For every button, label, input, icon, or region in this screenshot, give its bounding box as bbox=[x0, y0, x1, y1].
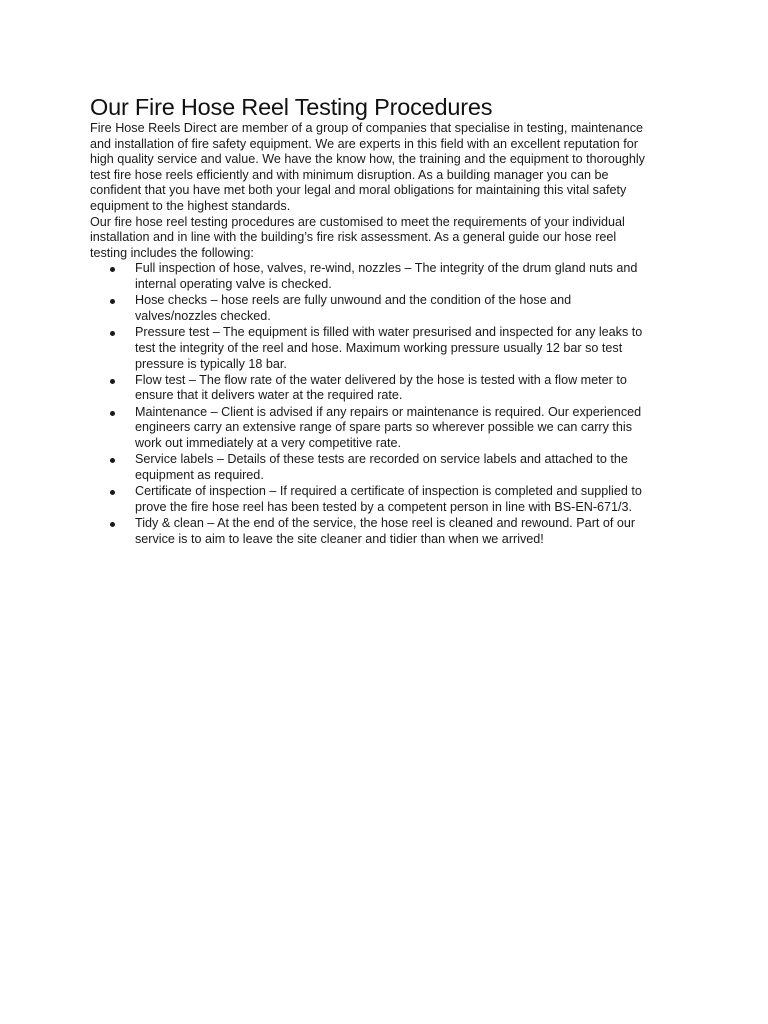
list-item-text: Tidy & clean – At the end of the service, the hose reel is cleaned and rewound. Part of our service is to aim to leave the site cleaner and tidier than when we arrived! bbox=[135, 516, 636, 547]
bullet-icon bbox=[110, 411, 115, 416]
list-item-text: Flow test – The flow rate of the water delivered by the hose is tested with a flow meter to ensure that it delivers water at the required rate. bbox=[135, 372, 627, 403]
list-item bbox=[90, 293, 690, 324]
bullet-icon bbox=[110, 331, 115, 336]
list-item-text: Hose checks – hose reels are fully unwound and the condition of the hose and valves/nozzles checked. bbox=[135, 293, 572, 323]
list-item-text: Pressure test – The equipment is filled with water presurised and inspected for any leaks to test the integrity of the reel and hose. Maximum working pressure usually 12 bar so test pressure is typically 18 bar. bbox=[135, 325, 643, 371]
bullet-icon bbox=[110, 458, 115, 463]
list-item bbox=[90, 261, 690, 292]
list-item bbox=[90, 405, 690, 452]
list-item-text: Maintenance – Client is advised if any repairs or maintenance is required. Our experienced engineers carry an extensive range of spare parts so wherever possible we can carry this work out immediately at a very competitive rate. bbox=[135, 404, 642, 451]
list-item bbox=[90, 373, 690, 404]
procedures-paragraph: Our fire hose reel testing procedures are customised to meet the requirements of your individual installation and in line with the building’s fire risk assessment. As a general guide our hose reel testing includes the following: bbox=[90, 214, 625, 260]
bullet-icon bbox=[110, 379, 115, 384]
list-item-text: Certificate of inspection – If required a certificate of inspection is completed and supplied to prove the fire hose reel has been tested by a competent person in line with BS-EN-671/3. bbox=[135, 484, 642, 515]
list-item-text: Full inspection of hose, valves, re-wind, nozzles – The integrity of the drum gland nuts and internal operating valve is checked. bbox=[135, 261, 638, 291]
bullet-icon bbox=[110, 267, 115, 272]
list-item bbox=[90, 516, 690, 547]
bullet-icon bbox=[110, 299, 115, 304]
document-page bbox=[90, 93, 690, 548]
list-item bbox=[90, 452, 690, 483]
list-item-text: Service labels – Details of these tests are recorded on service labels and attached to the equipment as required. bbox=[135, 452, 628, 483]
list-item bbox=[90, 484, 690, 515]
procedures-list bbox=[90, 261, 690, 547]
list-item bbox=[90, 325, 690, 372]
bullet-icon bbox=[110, 490, 115, 495]
page-title: Our Fire Hose Reel Testing Procedures bbox=[90, 94, 493, 120]
intro-paragraph: Fire Hose Reels Direct are member of a group of companies that specialise in testing, maintenance and installation of fire safety equipment. We are experts in this field with an excellent reputation for high quality service and value. We have the know how, the training and the equipment to thoroughly test fire hose reels efficiently and with minimum disruption. As a building manager you can be confident that you have met both your legal and moral obligations for maintaining this vital safety equipment to the highest standards. bbox=[90, 121, 645, 213]
bullet-icon bbox=[110, 522, 115, 527]
